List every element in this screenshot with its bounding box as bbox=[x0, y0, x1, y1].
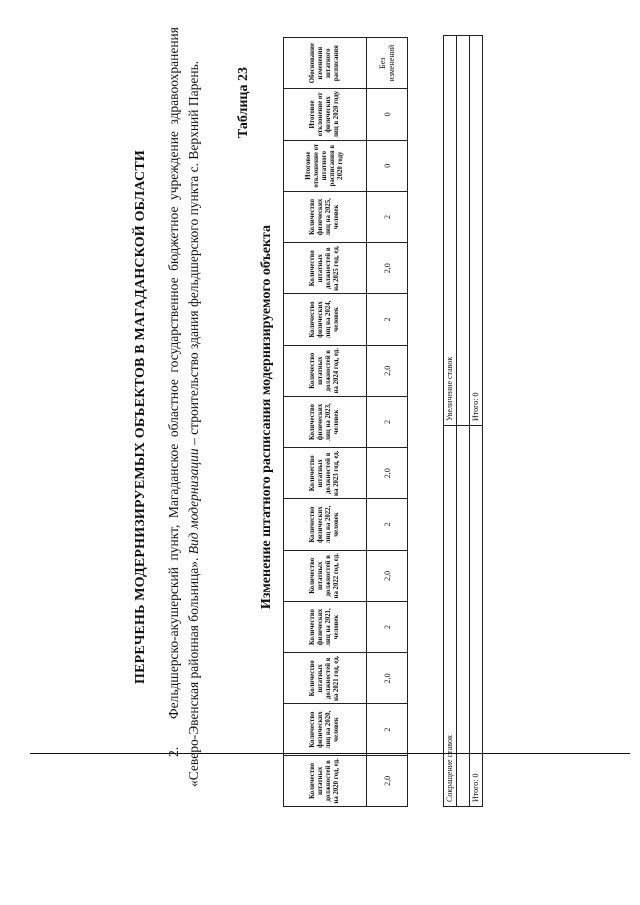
item-text: Фельдшерско-акушерский пункт, Магаданское областное государственное бюджетное учреждение здравоохранения «Северо-Эвенская районная больница». bbox=[166, 27, 201, 787]
table-cell: 2,0 bbox=[367, 550, 408, 601]
table-cell: Без изменений bbox=[367, 38, 408, 89]
header-cell: Количество физических лиц на 2021, человек bbox=[284, 601, 367, 652]
page-title: ПЕРЕЧЕНЬ МОДЕРНИЗИРУЕМЫХ ОБЪЕКТОВ В МАГАДАНСКОЙ ОБЛАСТИ bbox=[133, 150, 148, 684]
header-cell: Количество штатных должностей в на 2021 год, ед. bbox=[284, 653, 367, 704]
staff-table bbox=[283, 37, 408, 807]
header-cell: Итоговое отклонение от физических лиц в 2020 году bbox=[284, 89, 367, 140]
header-cell: Итоговое отклонение от штатного расписания в 2020 году bbox=[284, 140, 367, 191]
table-cell: 2 bbox=[367, 191, 408, 242]
table-cell: 2 bbox=[367, 499, 408, 550]
item-text-tail: – строительство здания фельдшерского пункта с. Верхний Парень. bbox=[186, 60, 201, 449]
item-label-italic: Вид модернизации bbox=[186, 448, 201, 555]
table-cell: 2 bbox=[367, 396, 408, 447]
rate-changes-summary bbox=[443, 35, 483, 807]
table-cell: 2,0 bbox=[367, 243, 408, 294]
header-cell: Обоснование изменения штатного расписания bbox=[284, 38, 367, 89]
increase-total: Итого: 0 bbox=[469, 36, 482, 425]
page-divider-line bbox=[30, 753, 630, 754]
header-cell: Количество физических лиц на 2020, человек bbox=[284, 704, 367, 755]
table-cell: 2,0 bbox=[367, 755, 408, 806]
increase-label: Увеличение ставок bbox=[444, 36, 457, 425]
table-cell: 2 bbox=[367, 294, 408, 345]
header-cell: Количество штатных должностей в на 2022 год, ед. bbox=[284, 550, 367, 601]
header-cell: Количество штатных должностей в на 2020 год, ед. bbox=[284, 755, 367, 806]
table-header-row bbox=[284, 38, 367, 807]
reduction-label: Сокращение ставок bbox=[444, 426, 457, 806]
header-cell: Количество физических лиц на 2023, человек bbox=[284, 396, 367, 447]
table-row bbox=[367, 38, 408, 807]
item-number: 2. bbox=[166, 746, 181, 757]
reduction-block bbox=[444, 425, 482, 806]
header-cell: Количество штатных должностей в на 2025 год, ед. bbox=[284, 243, 367, 294]
table-cell: 0 bbox=[367, 140, 408, 191]
object-description bbox=[164, 27, 204, 787]
table-cell: 2,0 bbox=[367, 653, 408, 704]
table-cell: 2,0 bbox=[367, 345, 408, 396]
header-cell: Количество физических лиц на 2024, человек bbox=[284, 294, 367, 345]
table-cell: 2 bbox=[367, 704, 408, 755]
reduction-total: Итого: 0 bbox=[469, 426, 482, 806]
table-cell: 2,0 bbox=[367, 448, 408, 499]
header-cell: Количество физических лиц на 2022, человек bbox=[284, 499, 367, 550]
rotated-page bbox=[123, 7, 583, 827]
table-number: Таблица 23 bbox=[236, 67, 251, 139]
increase-block bbox=[444, 36, 482, 425]
table-cell: 2 bbox=[367, 601, 408, 652]
header-cell: Количество физических лиц на 2025, человек bbox=[284, 191, 367, 242]
header-cell: Количество штатных должностей в на 2023 год, ед. bbox=[284, 448, 367, 499]
table-title: Изменение штатного расписания модернизируемого объекта bbox=[259, 224, 274, 610]
header-cell: Количество штатных должностей в на 2024 год, ед. bbox=[284, 345, 367, 396]
table-cell: 0 bbox=[367, 89, 408, 140]
